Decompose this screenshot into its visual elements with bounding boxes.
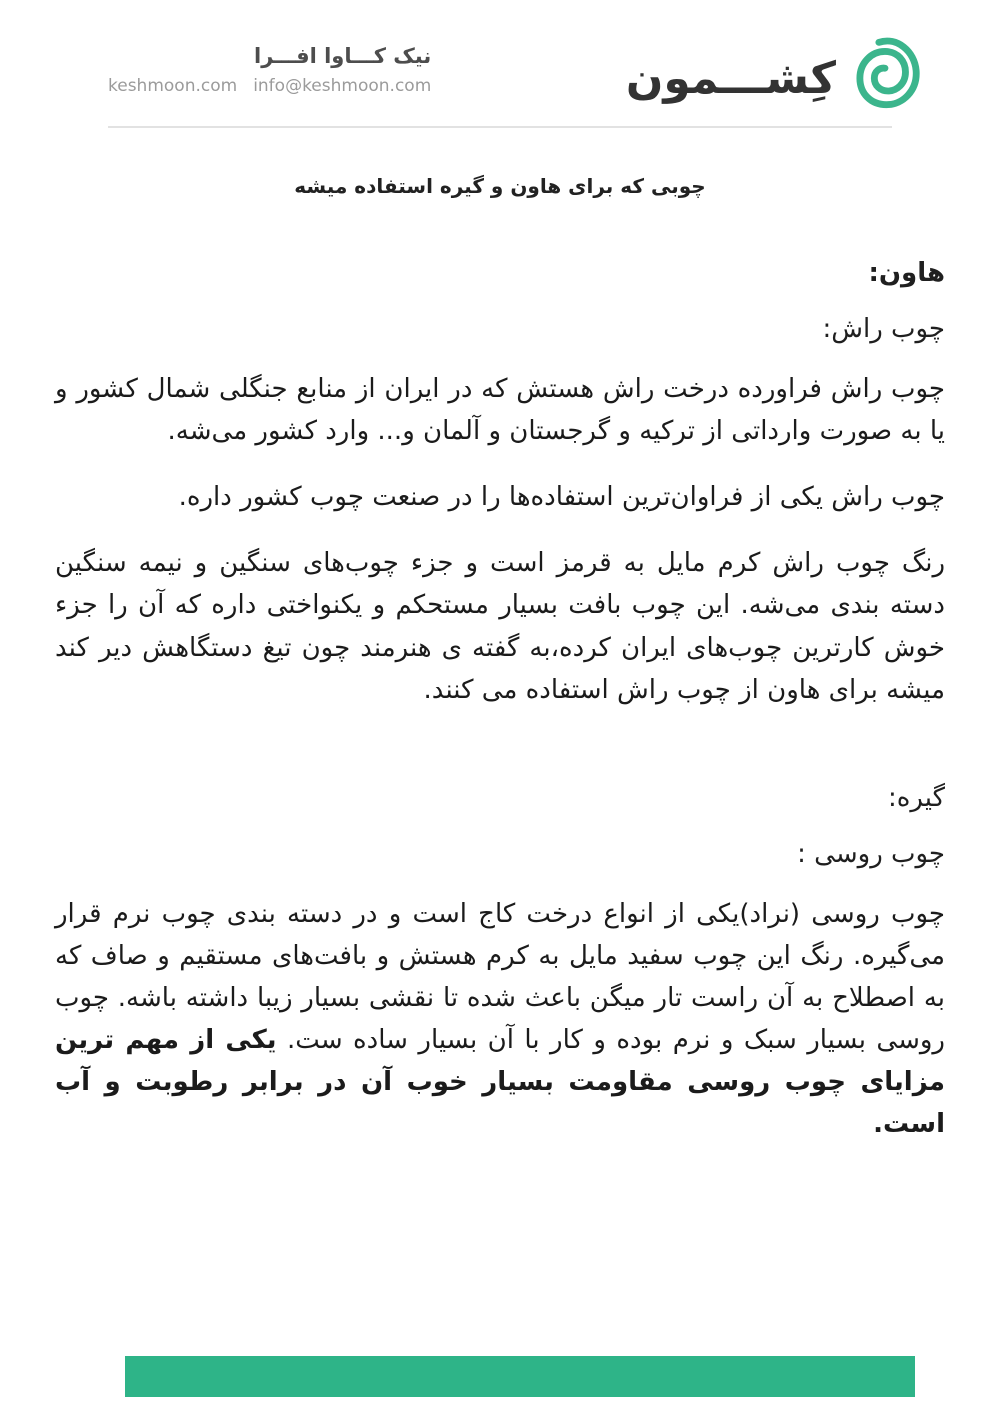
subheading-russian-wood: چوب روسی :	[797, 838, 945, 869]
paragraph-beech-usage: چوب راش یکی از فراوان‌ترین استفاده‌ها را در صنعت چوب کشور داره.	[178, 482, 945, 513]
paragraph-russian-wood-bold: یکی از مهم ترین مزایای چوب روسی مقاومت بسیار خوب آن در برابر رطوبت و آب است.	[55, 1025, 945, 1140]
footer-accent-bar	[125, 1356, 915, 1397]
contact-row	[108, 76, 431, 96]
paragraph-russian-wood-regular: چوب روسی (نراد)یکی از انواع درخت کاج است و در دسته بندی چوب نرم قرار می‌گیره. رنگ این چوب سفید مایل به کرم هستش و بافت‌های مستقیم و صاف که به اصطلاح به آن راست تار میگن باعث شده تا نقشی بسیار زیبا داشته باشه. چوب روسی بسیار سبک و نرم بوده و کار با آن بسیار ساده ست.	[55, 898, 945, 1056]
section-heading-mortar: هاون:	[868, 258, 945, 288]
page-header	[0, 0, 1000, 110]
header-company-block	[108, 34, 431, 96]
section-heading-clamp: گیره:	[888, 782, 945, 813]
paragraph-russian-wood	[55, 893, 945, 1146]
brand-wordmark: کِشـــمون	[625, 53, 836, 104]
document-title: چوبی که برای هاون و گیره استفاده میشه	[294, 174, 706, 198]
brand-block	[626, 34, 930, 110]
email-text: info@keshmoon.com	[253, 76, 432, 96]
paragraph-beech-origin: چوب راش فراورده درخت راش هستش که در ایران از منابع جنگلی شمال کشور و یا به صورت وارداتی از ترکیه و گرجستان و آلمان و... وارد کشور می‌شه.	[55, 374, 945, 447]
website-text: keshmoon.com	[108, 76, 238, 96]
header-divider	[108, 126, 892, 128]
keshmoon-logo-icon	[846, 34, 930, 110]
subheading-beech-wood: چوب راش:	[822, 314, 945, 344]
document-body	[0, 174, 1000, 1145]
company-name: نیک کـــاوا افـــرا	[254, 44, 432, 68]
paragraph-beech-properties: رنگ چوب راش کرم مایل به قرمز است و جزء چوب‌های سنگین و نیمه سنگین دسته بندی می‌شه. این چوب بافت بسیار مستحکم و یکنواختی داره که آن را جزء خوش کارترین چوب‌های ایران کرده،به گفته ی هنرمند چون تیغ دستگاهش دیر کند میشه برای هاون از چوب راش استفاده می کنند.	[55, 548, 945, 705]
